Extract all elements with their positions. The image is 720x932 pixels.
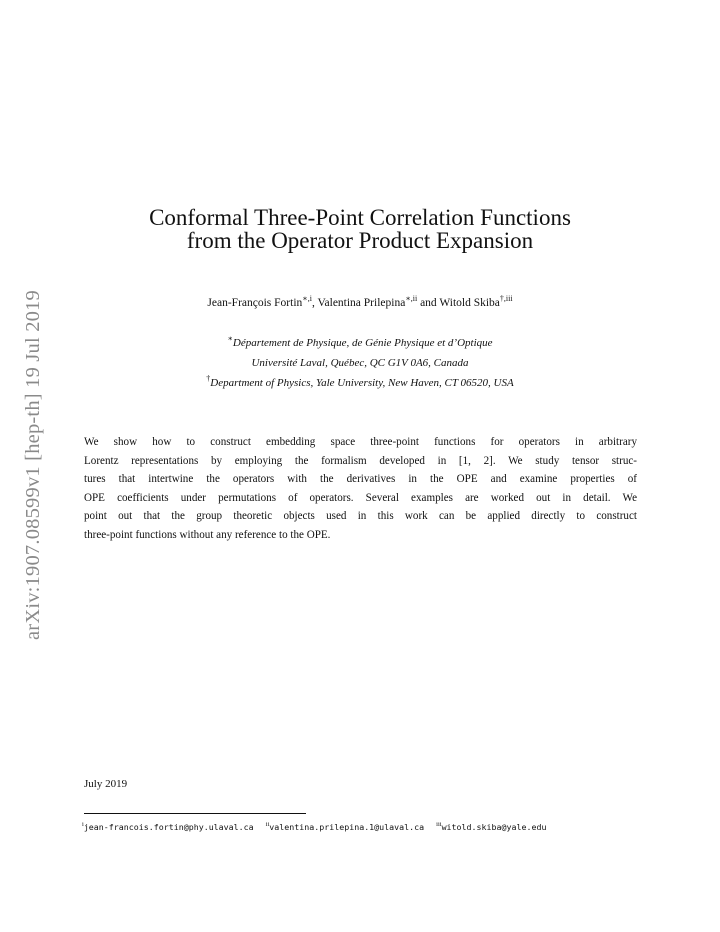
author-separator: and — [417, 297, 440, 309]
paper-title — [60, 206, 660, 252]
affiliation-mark: ∗ — [227, 334, 233, 343]
author-affiliation-mark: ∗,i — [302, 294, 312, 303]
affiliation-line-3: †Department of Physics, Yale University, New Haven, CT 06520, USA — [206, 374, 514, 389]
footnote-rule — [84, 813, 306, 814]
arxiv-identifier-stamp: arXiv:1907.08599v1 [hep-th] 19 Jul 2019 — [22, 290, 44, 640]
author-name: Valentina Prilepina — [317, 297, 406, 309]
author-affiliation-mark: †,iii — [499, 294, 513, 303]
footnote-email-1: $^i$jean-francois.fortin@phy.ulaval.ca — [82, 821, 254, 832]
author-name: Witold Skiba — [439, 297, 500, 309]
affiliation-line-1: ∗Département de Physique, de Génie Physique et d’Optique — [227, 334, 493, 349]
footnote-email-2: $^{ii}$valentina.prilepina.1@ulaval.ca — [265, 821, 425, 832]
abstract-line: We show how to construct embedding space three-point functions for operators in arbitrary — [84, 436, 637, 448]
abstract-line: point out that the group theoretic objects used in this work can be applied directly to construct — [84, 510, 637, 523]
abstract — [84, 433, 637, 545]
abstract-line: OPE coefficients under permutations of operators. Several examples are worked out in detail. We — [84, 491, 637, 504]
author-separator: , — [311, 297, 318, 309]
affiliations — [60, 333, 660, 393]
abstract-line: tures that intertwine the operators with the derivatives in the OPE and examine properties of — [84, 473, 637, 486]
title-line-1: Conformal Three-Point Correlation Functions — [149, 205, 571, 230]
abstract-line: Lorentz representations by employing the formalism developed in [1, 2]. We study tensor struc- — [84, 454, 637, 467]
author-list — [60, 294, 660, 309]
author-name: Jean-François Fortin — [207, 297, 303, 309]
abstract-line: three-point functions without any reference to the OPE. — [84, 528, 331, 541]
footnotes — [82, 822, 558, 832]
author-affiliation-mark: ∗,ii — [405, 294, 418, 303]
footnote-email-3: $^{iii}$witold.skiba@yale.edu — [436, 821, 547, 832]
affiliation-line-2: Université Laval, Québec, QC G1V 0A6, Canada — [251, 357, 469, 369]
affiliation-mark: † — [206, 374, 211, 383]
title-line-2: from the Operator Product Expansion — [186, 228, 534, 253]
publication-date: July 2019 — [84, 778, 128, 790]
